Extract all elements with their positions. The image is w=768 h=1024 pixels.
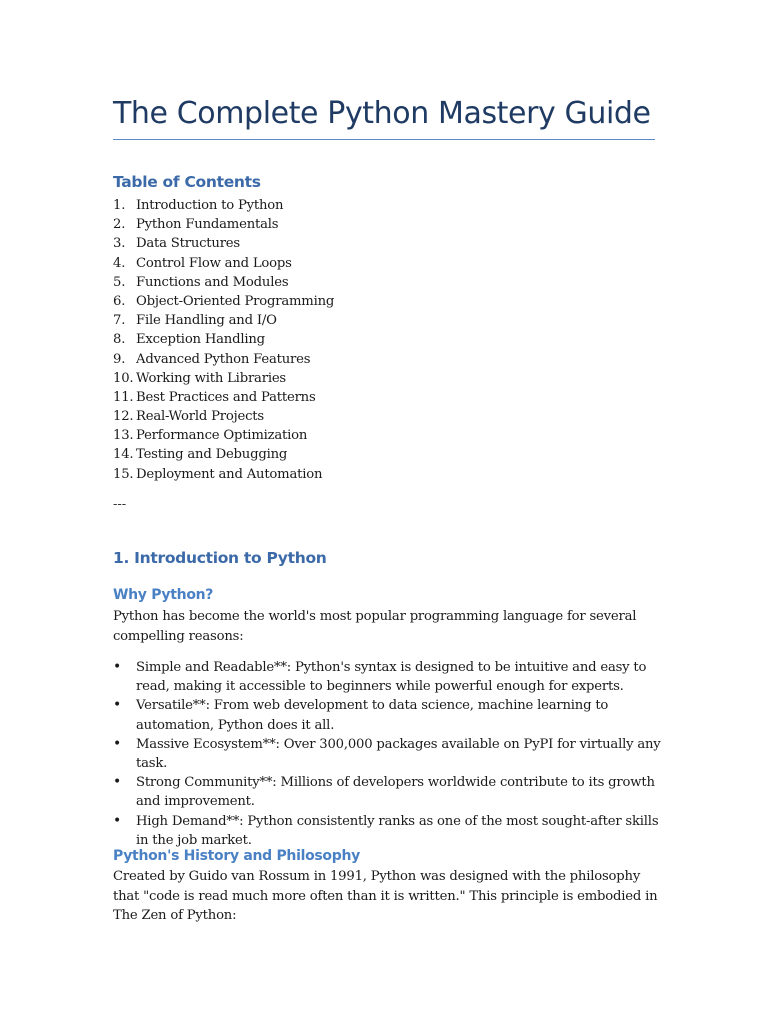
toc-item-number: 3. [113, 236, 126, 252]
document-title: The Complete Python Mastery Guide [113, 96, 651, 131]
section-separator: --- [113, 497, 127, 512]
history-paragraph: Created by Guido van Rossum in 1991, Python was designed with the philosophy that "code is read much more often than it is written." This principle is embodied in The Zen of Python: [113, 869, 658, 923]
list-item [113, 773, 661, 811]
list-item-text: High Demand**: Python consistently ranks as one of the most sought-after skills in the job market. [136, 813, 659, 848]
reasons-list [113, 658, 661, 850]
toc-item-label: Testing and Debugging [136, 447, 288, 463]
toc-item-number: 10. [113, 370, 134, 386]
toc-item-label: Best Practices and Patterns [136, 389, 316, 405]
toc-item-number: 4. [113, 255, 126, 271]
bullet-icon: • [113, 697, 122, 714]
toc-item-label: Deployment and Automation [136, 466, 323, 482]
toc-item [113, 407, 334, 426]
toc-item-label: Object-Oriented Programming [136, 293, 335, 309]
toc-item-label: Working with Libraries [136, 370, 287, 386]
list-item [113, 696, 661, 734]
toc-item-label: Data Structures [136, 236, 240, 252]
toc-item [113, 388, 334, 407]
subheading-why-python: Why Python? [113, 587, 214, 603]
toc-item [113, 311, 334, 330]
toc-item [113, 292, 334, 311]
subheading-history: Python's History and Philosophy [113, 848, 360, 864]
toc-item-number: 7. [113, 313, 126, 329]
toc-item [113, 426, 334, 445]
list-item-text: Massive Ecosystem**: Over 300,000 packages available on PyPI for virtually any task. [136, 736, 661, 772]
toc-item-label: Exception Handling [136, 332, 265, 348]
toc-item [113, 465, 334, 484]
toc-item-number: 6. [113, 293, 126, 309]
toc-item-number: 8. [113, 332, 126, 348]
bullet-icon: • [113, 812, 122, 829]
list-item-text: Strong Community**: Millions of developers worldwide contribute to its growth and improvement. [136, 775, 655, 810]
list-item [113, 658, 661, 696]
toc-heading: Table of Contents [113, 173, 261, 191]
toc-item [113, 234, 334, 253]
toc-item-label: Real-World Projects [136, 409, 264, 425]
list-item-text: Versatile**: From web development to data science, machine learning to automation, Python does it all. [136, 698, 609, 733]
toc-item-number: 9. [113, 351, 126, 367]
toc-item-number: 5. [113, 274, 126, 290]
toc-item-number: 1. [113, 198, 126, 213]
toc-item [113, 254, 334, 273]
toc-item-label: Performance Optimization [136, 428, 308, 444]
toc-item-label: Functions and Modules [136, 274, 289, 290]
toc-item-label: Control Flow and Loops [136, 255, 292, 271]
toc-item-number: 13. [113, 428, 134, 444]
toc-item [113, 196, 334, 215]
bullet-icon: • [113, 659, 122, 675]
list-item [113, 735, 661, 773]
bullet-icon: • [113, 774, 122, 791]
toc-item-label: Advanced Python Features [136, 351, 311, 367]
toc-item-number: 11. [113, 389, 134, 405]
toc-item-number: 12. [113, 409, 134, 425]
toc-item [113, 215, 334, 234]
title-underline [113, 139, 655, 140]
toc-item [113, 273, 334, 292]
toc-item-label: File Handling and I/O [136, 313, 277, 329]
toc-item-number: 2. [113, 217, 126, 233]
why-python-intro: Python has become the world's most popular programming language for several compelling reasons: [113, 609, 637, 644]
toc-item [113, 369, 334, 388]
list-item-text: Simple and Readable**: Python's syntax is designed to be intuitive and easy to read, making it accessible to beginners while powerful enough for experts. [136, 660, 647, 695]
section-heading-introduction: 1. Introduction to Python [113, 549, 327, 567]
table-of-contents [113, 196, 334, 484]
toc-item-number: 15. [113, 466, 134, 482]
list-item [113, 812, 661, 850]
toc-item [113, 350, 334, 369]
toc-item [113, 445, 334, 464]
toc-item-number: 14. [113, 447, 134, 463]
toc-item-label: Introduction to Python [136, 198, 284, 213]
toc-item [113, 330, 334, 349]
toc-item-label: Python Fundamentals [136, 217, 279, 233]
bullet-icon: • [113, 735, 122, 752]
